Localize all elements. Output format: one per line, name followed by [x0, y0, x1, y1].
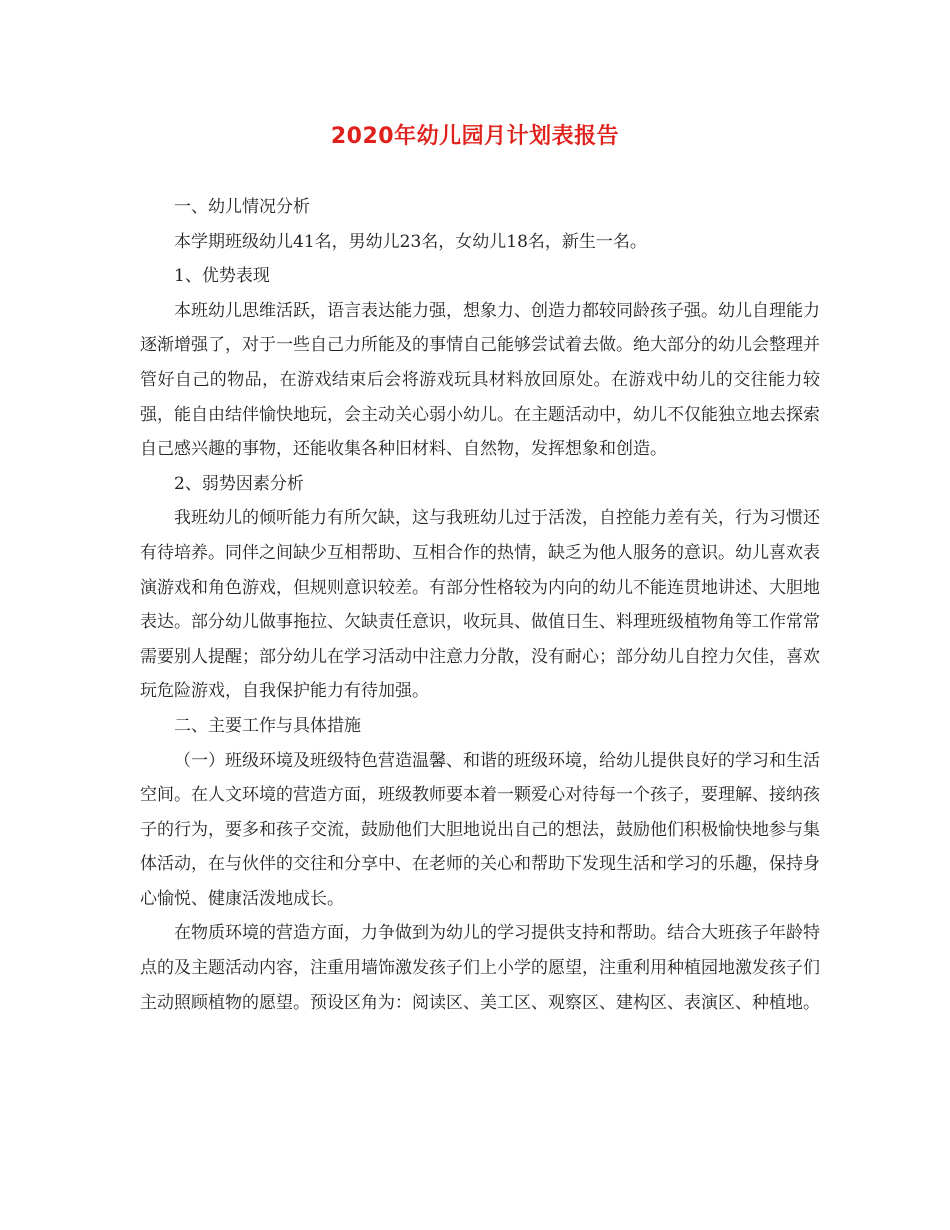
section-heading-main-work: 二、主要工作与具体措施	[174, 715, 361, 736]
section-heading-child-analysis: 一、幼儿情况分析	[174, 197, 310, 217]
paragraph-weaknesses: 我班幼儿的倾听能力有所欠缺，这与我班幼儿过于活泼，自控能力差有关，行为习惯还有待培养。同伴之间缺少互相帮助、互相合作的热情，缺乏为他人服务的意识。幼儿喜欢表演游戏和角色游戏，但规则意识较差。有部分性格较为内向的幼儿不能连贯地讲述、大胆地表达。部分幼儿做事拖拉、欠缺责任意识，收玩具、做值日生、料理班级植物角等工作常常需要别人提醒；部分幼儿在学习活动中注意力分散，没有耐心；部分幼儿自控力欠佳，喜欢玩危险游戏，自我保护能力有待加强。	[140, 508, 820, 702]
paragraph-material-environment: 在物质环境的营造方面，力争做到为幼儿的学习提供支持和帮助。结合大班孩子年龄特点的及主题活动内容，注重用墙饰激发孩子们上小学的愿望，注重利用种植园地激发孩子们主动照顾植物的愿望。预设区角为：阅读区、美工区、观察区、建构区、表演区、种植地。	[140, 923, 820, 1013]
page-title: 2020年幼儿园月计划表报告	[330, 124, 620, 149]
subheading-strengths: 1、优势表现	[174, 266, 270, 287]
paragraph-strengths: 本班幼儿思维活跃，语言表达能力强，想象力、创造力都较同龄孩子强。幼儿自理能力逐渐增强了，对于一些自己力所能及的事情自己能够尝试着去做。绝大部分的幼儿会整理并管好自己的物品，在游戏结束后会将游戏玩具材料放回原处。在游戏中幼儿的交往能力较强，能自由结伴愉快地玩，会主动关心弱小幼儿。在主题活动中，幼儿不仅能独立地去探索自己感兴趣的事物，还能收集各种旧材料、自然物，发挥想象和创造。	[140, 300, 820, 460]
document-body	[140, 190, 820, 1020]
paragraph-class-count: 本学期班级幼儿41名，男幼儿23名，女幼儿18名，新生一名。	[174, 231, 647, 252]
subheading-weaknesses: 2、弱势因素分析	[174, 473, 304, 494]
paragraph-class-environment: （一）班级环境及班级特色营造温馨、和谐的班级环境，给幼儿提供良好的学习和生活空间。在人文环境的营造方面，班级教师要本着一颗爱心对待每一个孩子，要理解、接纳孩子的行为，要多和孩子交流，鼓励他们大胆地说出自己的想法，鼓励他们积极愉快地参与集体活动，在与伙伴的交往和分享中、在老师的关心和帮助下发现生活和学习的乐趣，保持身心愉悦、健康活泼地成长。	[140, 750, 820, 909]
